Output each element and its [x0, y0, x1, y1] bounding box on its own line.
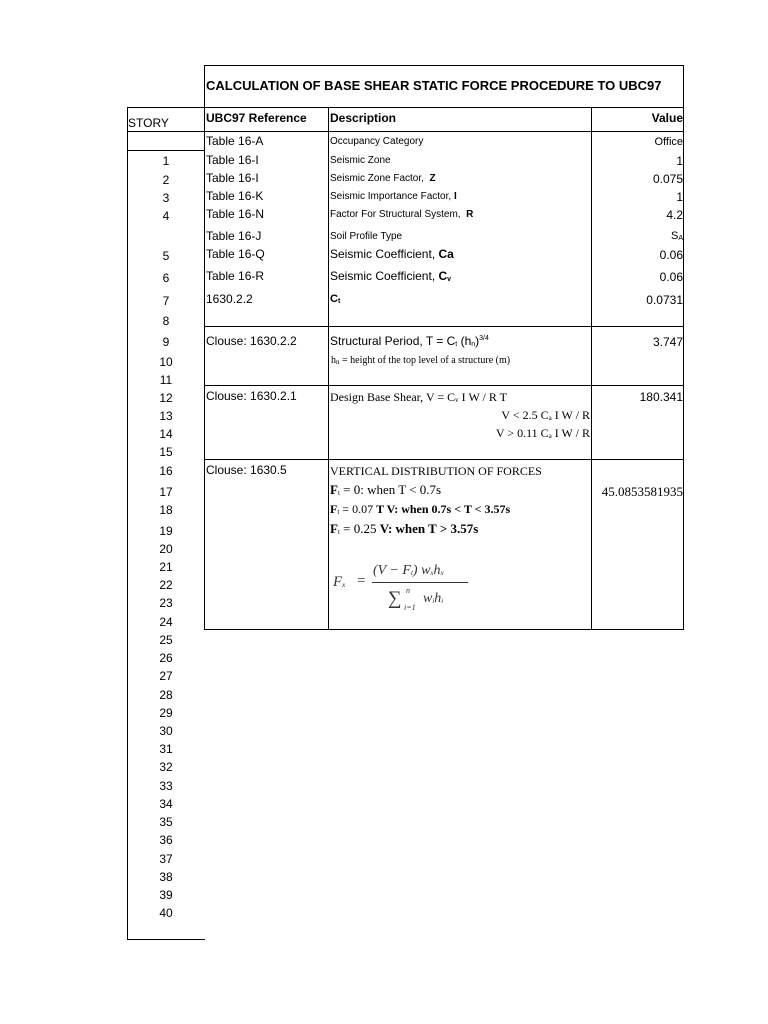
period-value: 3.747	[652, 335, 683, 349]
section-sep-4	[204, 629, 684, 630]
param-symbol: I	[453, 191, 457, 202]
base-shear-part: I W / R T	[458, 390, 508, 404]
vertical-line3	[330, 522, 478, 536]
story-number: 19	[159, 524, 173, 538]
base-shear-line2	[330, 409, 590, 422]
sheet-title: CALCULATION OF BASE SHEAR STATIC FORCE PROCEDURE TO UBC97	[206, 78, 662, 93]
story-number: 15	[159, 445, 173, 459]
param-value: 0.075	[652, 172, 683, 186]
param-value-text: S	[670, 230, 679, 242]
header-value: Value	[651, 111, 683, 125]
base-shear-sub: a	[548, 432, 552, 440]
header-description: Description	[330, 111, 397, 125]
vertical-f: F	[330, 482, 338, 497]
formula-sum-bottom: i=1	[404, 603, 416, 612]
title-right-border	[683, 65, 684, 630]
param-desc-text: Seismic Coefficient,	[330, 269, 436, 283]
period-ref: Clouse: 1630.2.2	[206, 334, 297, 348]
vertical-f: F	[330, 502, 338, 516]
param-ref: Table 16-K	[206, 189, 264, 203]
story-number: 16	[159, 464, 173, 478]
story-number: 37	[159, 852, 173, 866]
story-number: 10	[159, 355, 173, 369]
base-shear-part: V > 0.11 C	[495, 426, 549, 440]
section-sep-1	[204, 326, 684, 327]
story-number: 18	[159, 503, 173, 517]
param-symbol: Z	[429, 173, 436, 184]
period-desc-sub: t	[455, 341, 458, 348]
param-symbol	[439, 269, 452, 283]
story-number: 38	[159, 870, 173, 884]
story-number: 11	[159, 373, 173, 387]
formula-lhs	[333, 574, 345, 591]
param-ref: Table 16-I	[206, 153, 259, 167]
period-note-part: h	[331, 355, 336, 366]
formula-sum-top: n	[406, 586, 410, 595]
param-desc-sub: t	[337, 298, 341, 305]
param-desc-text: Seismic Coefficient,	[330, 247, 436, 261]
param-desc: Soil Profile Type	[330, 231, 403, 242]
story-number: 35	[159, 815, 173, 829]
vertical-line1	[330, 483, 441, 497]
param-value-sub: A	[678, 235, 683, 242]
story-number: 39	[159, 888, 173, 902]
param-ref: Table 16-J	[206, 229, 262, 243]
formula-part: ) w	[412, 563, 431, 578]
story-number: 30	[159, 724, 173, 738]
param-desc	[330, 294, 340, 305]
param-symbol: R	[466, 209, 474, 220]
param-desc	[330, 192, 457, 202]
story-number: 34	[159, 797, 173, 811]
formula-sub: t	[410, 569, 413, 577]
param-desc-text: Factor For Structural System,	[330, 209, 461, 220]
formula-sub: x	[342, 581, 346, 589]
story-number: 5	[162, 249, 170, 263]
period-desc-part: Structural Period, T = C	[330, 334, 456, 348]
period-desc	[330, 335, 489, 348]
story-number: 33	[159, 779, 173, 793]
base-shear-part: I W / R	[551, 426, 590, 440]
story-number: 1	[162, 154, 170, 168]
formula-eq: =	[357, 573, 366, 589]
formula-sub: x	[440, 569, 444, 577]
param-value: 0.06	[659, 248, 683, 262]
vertical-part: = 0.07	[339, 502, 377, 516]
header-top-border	[127, 107, 684, 108]
story-number: 4	[162, 209, 170, 223]
vertical-sub: t	[337, 489, 340, 497]
param-desc-text: C	[330, 293, 338, 305]
section-sep-3	[204, 459, 684, 460]
formula-sub: i	[441, 597, 444, 605]
param-value: 1	[676, 190, 683, 204]
story-number: 32	[159, 760, 173, 774]
base-shear-ref: Clouse: 1630.2.1	[206, 389, 297, 403]
param-desc-text: Seismic Zone Factor,	[330, 173, 424, 184]
vertical-part: = 0: when T < 0.7s	[339, 482, 442, 497]
story-number: 23	[159, 596, 173, 610]
base-shear-sub: v	[455, 396, 459, 404]
base-shear-line1	[330, 391, 507, 404]
param-value: Office	[654, 136, 683, 148]
vertical-line2	[330, 503, 510, 516]
vertical-bold: T V: when 0.7s < T < 3.57s	[376, 502, 511, 516]
formula-part: w	[423, 591, 433, 606]
story-number: 3	[162, 191, 170, 205]
story-number: 26	[159, 651, 173, 665]
base-shear-value: 180.341	[639, 390, 683, 404]
param-ref: Table 16-A	[206, 134, 264, 148]
vertical-sub: t	[337, 528, 340, 536]
base-shear-part: I W / R	[551, 408, 590, 422]
header-reference: UBC97 Reference	[206, 111, 307, 125]
vertical-value: 45.0853581935	[601, 484, 683, 499]
formula-numerator	[373, 563, 444, 579]
header-bottom-border	[127, 131, 684, 132]
vertical-part: = 0.25	[339, 521, 380, 536]
formula-sum: ∑	[388, 588, 402, 609]
story-number: 40	[159, 906, 173, 920]
story-number: 2	[162, 173, 170, 187]
story-number: 29	[159, 706, 173, 720]
header-story: STORY	[128, 116, 169, 130]
param-value: 1	[676, 154, 683, 168]
period-desc-part: (h	[457, 334, 472, 348]
param-desc: Occupancy Category	[330, 136, 424, 147]
section-sep-2	[204, 385, 684, 386]
period-desc-sub: n	[471, 341, 476, 348]
base-shear-sub: a	[548, 414, 552, 422]
title-top-border	[204, 65, 684, 66]
period-note	[331, 356, 510, 366]
story-number: 8	[162, 314, 170, 328]
param-value: 0.0731	[646, 293, 683, 307]
story-number: 28	[159, 688, 173, 702]
desc-left-border	[328, 107, 329, 630]
period-note-part: = height of the top level of a structure (m)	[339, 355, 511, 366]
formula-part: F	[333, 574, 343, 590]
param-ref: 1630.2.2	[206, 292, 253, 306]
period-desc-part: )	[475, 334, 480, 348]
story-number: 17	[159, 485, 173, 499]
story-number: 14	[159, 427, 173, 441]
param-value: 4.2	[666, 208, 683, 222]
story-number: 6	[162, 271, 170, 285]
formula-denominator	[423, 591, 443, 607]
formula-part: h	[433, 563, 441, 578]
period-desc-sup: 3/4	[479, 335, 489, 342]
formula-sub: x	[430, 569, 434, 577]
param-ref: Table 16-I	[206, 171, 259, 185]
param-symbol: Ca	[438, 247, 454, 261]
vertical-sub: t	[337, 508, 340, 516]
story-bottom-border	[127, 939, 205, 940]
param-desc	[330, 210, 473, 220]
story-subheader-border	[127, 150, 205, 151]
story-number: 22	[159, 578, 173, 592]
story-number: 24	[159, 615, 173, 629]
param-desc	[330, 270, 451, 283]
base-shear-line3	[330, 427, 590, 440]
story-number: 9	[162, 335, 170, 349]
param-ref: Table 16-N	[206, 207, 265, 221]
vertical-heading: VERTICAL DISTRIBUTION OF FORCES	[330, 464, 542, 478]
param-symbol-text: C	[438, 269, 448, 283]
param-desc: Seismic Zone	[330, 155, 391, 166]
vertical-ref: Clouse: 1630.5	[206, 463, 287, 477]
param-value	[591, 230, 683, 242]
period-note-sub: n	[336, 358, 340, 366]
story-number: 13	[159, 409, 173, 423]
formula-sub: i	[432, 597, 435, 605]
story-number: 25	[159, 633, 173, 647]
base-shear-part: V < 2.5 C	[501, 408, 549, 422]
param-symbol-sub: v	[447, 276, 452, 283]
story-number: 36	[159, 833, 173, 847]
param-ref: Table 16-R	[206, 269, 265, 283]
story-number: 31	[159, 742, 173, 756]
param-ref: Table 16-Q	[206, 247, 265, 261]
param-value: 0.06	[659, 270, 683, 284]
story-number: 27	[159, 669, 173, 683]
base-shear-part: Design Base Shear, V = C	[330, 390, 456, 404]
formula-part: h	[434, 591, 442, 606]
vertical-f: F	[330, 521, 338, 536]
story-number: 7	[162, 294, 170, 308]
story-number: 20	[159, 542, 173, 556]
vertical-bold: V: when T > 3.57s	[379, 521, 479, 536]
formula-fraction-bar	[372, 582, 468, 583]
formula-part: (V − F	[373, 563, 411, 578]
param-desc	[330, 248, 454, 260]
param-desc-text: Seismic Importance Factor,	[330, 191, 452, 202]
param-desc	[330, 174, 436, 184]
story-number: 21	[159, 560, 173, 574]
story-number: 12	[159, 391, 173, 405]
